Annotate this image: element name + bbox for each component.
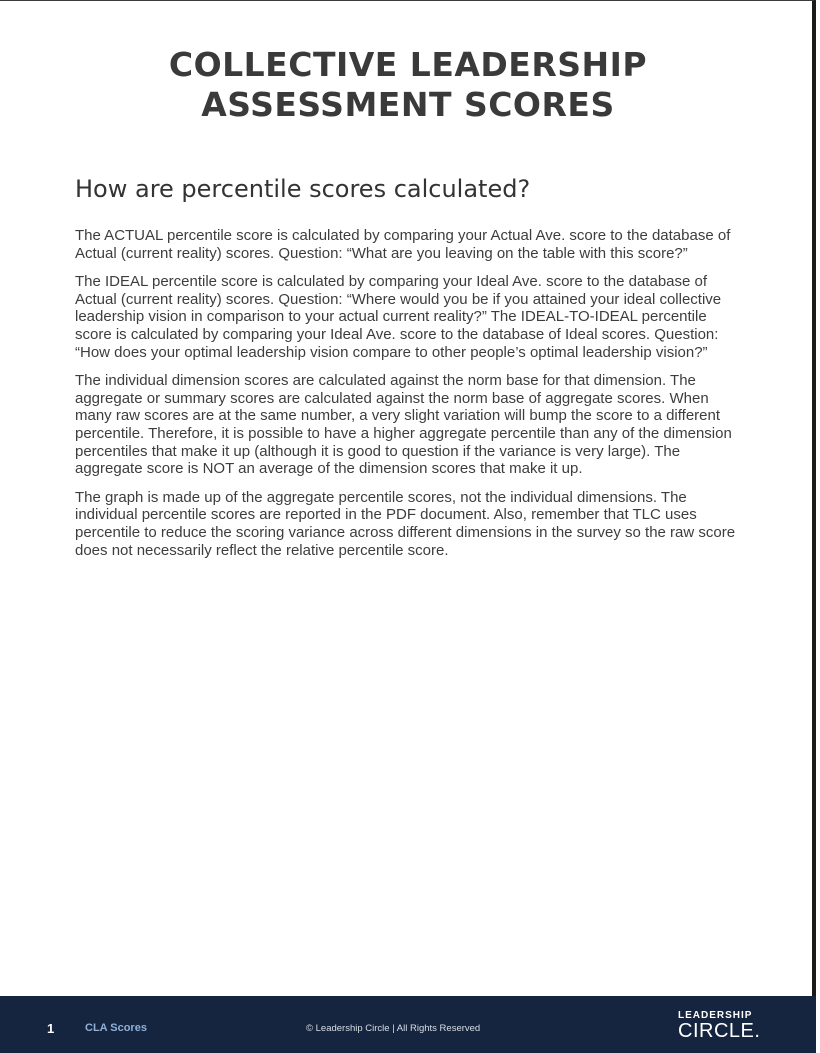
page-title <box>0 45 816 125</box>
paragraph-actual-percentile: The ACTUAL percentile score is calculated by comparing your Actual Ave. score to the database of Actual (current reality) scores. Question: “What are you leaving on the table with this score?” <box>75 227 731 262</box>
paragraph-graph-explanation: The graph is made up of the aggregate percentile scores, not the individual dimensions. The individual percentile scores are reported in the PDF document. Also, remember that TLC uses percentile to reduce the scoring variance across different dimensions in the survey so the raw score does not necessarily reflect the relative percentile score. <box>75 488 736 559</box>
footer-section-label: CLA Scores <box>85 1022 147 1034</box>
page-number: 1 <box>47 1021 55 1036</box>
paragraph-ideal-percentile: The IDEAL percentile score is calculated by comparing your Ideal Ave. score to the database of Actual (current reality) scores. Question: “Where would you be if you attained your ideal collective leadership vision in comparison to your actual current reality?” The IDEAL-TO-IDEAL percentile score is calculated by comparing your Ideal Ave. score to the database of Ideal scores. Question: “How does your optimal leadership vision compare to other people’s optimal leadership vision?” <box>75 273 722 361</box>
leadership-circle-logo <box>678 1010 770 1041</box>
page-footer <box>0 996 816 1053</box>
body-text <box>75 227 745 570</box>
section-heading: How are percentile scores calculated? <box>75 175 531 203</box>
paragraph-dimension-scores: The individual dimension scores are calculated against the norm base for that dimension. The aggregate or summary scores are calculated against the norm base of aggregate scores. When many raw scores are at the same number, a very slight variation will bump the score to a different percentile. Therefore, it is possible to have a higher aggregate percentile than any of the dimension percentiles that make it up (although it is good to question if the variance is very large). The aggregate score is NOT an average of the dimension scores that make it up. <box>75 372 732 478</box>
page-title-line-2: ASSESSMENT SCORES <box>201 85 615 124</box>
page-title-line-1: COLLECTIVE LEADERSHIP <box>168 45 648 84</box>
logo-text-top: LEADERSHIP <box>678 1010 753 1021</box>
logo-text-bottom: CIRCLE. <box>678 1020 761 1042</box>
copyright-text: © Leadership Circle | All Rights Reserved <box>306 1023 481 1034</box>
